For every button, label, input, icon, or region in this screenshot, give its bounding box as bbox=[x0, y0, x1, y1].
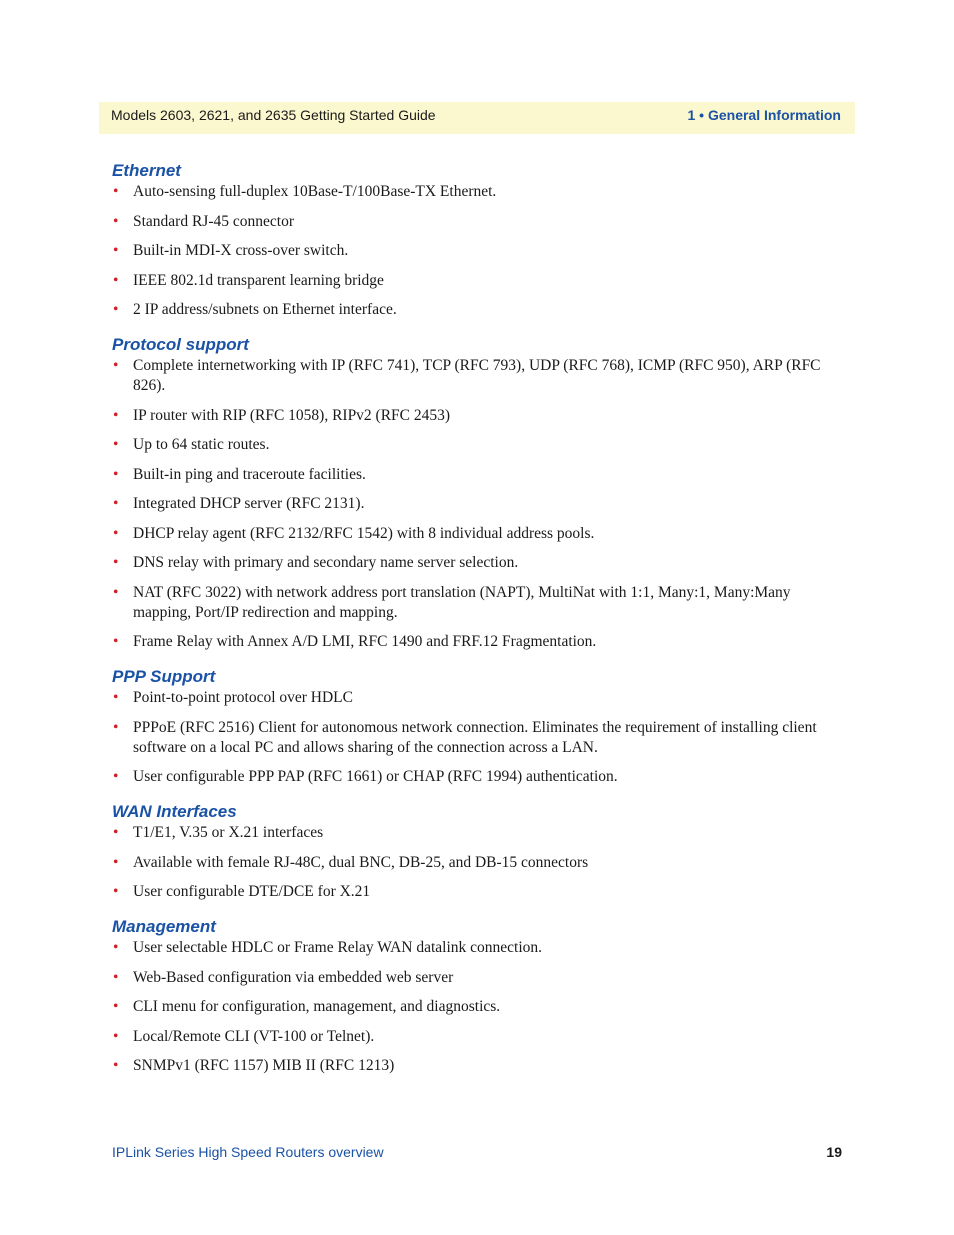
header-chapter: 1 • General Information bbox=[687, 107, 841, 123]
list-item: • 2 IP address/subnets on Ethernet interface. bbox=[112, 300, 842, 320]
list-item: • User configurable DTE/DCE for X.21 bbox=[112, 882, 842, 902]
list-item: • Frame Relay with Annex A/D LMI, RFC 1490 and FRF.12 Fragmentation. bbox=[112, 632, 842, 652]
list-item: • PPPoE (RFC 2516) Client for autonomous network connection. Eliminates the requirement of installing client software on a local PC and allows sharing of the connection across a LAN. bbox=[112, 718, 842, 758]
page-number: 19 bbox=[826, 1144, 842, 1160]
list-item: • Built-in ping and traceroute facilities. bbox=[112, 465, 842, 485]
list-item: • Web-Based configuration via embedded web server bbox=[112, 968, 842, 988]
list-item: • Auto-sensing full-duplex 10Base-T/100Base-TX Ethernet. bbox=[112, 182, 842, 202]
list-item: • User selectable HDLC or Frame Relay WAN datalink connection. bbox=[112, 938, 842, 958]
list-item: • CLI menu for configuration, management, and diagnostics. bbox=[112, 997, 842, 1017]
list-item: • Point-to-point protocol over HDLC bbox=[112, 688, 842, 708]
list-item: • T1/E1, V.35 or X.21 interfaces bbox=[112, 823, 842, 843]
list-item: • NAT (RFC 3022) with network address port translation (NAPT), MultiNat with 1:1, Many:1, Many:Many mapping, Port/IP redirection and mapping. bbox=[112, 583, 842, 623]
list-item: • Complete internetworking with IP (RFC 741), TCP (RFC 793), UDP (RFC 768), ICMP (RFC 950), ARP (RFC 826). bbox=[112, 356, 842, 396]
list-item: • Built-in MDI-X cross-over switch. bbox=[112, 241, 842, 261]
section-title: Protocol support bbox=[112, 335, 249, 354]
list-item: • Integrated DHCP server (RFC 2131). bbox=[112, 494, 842, 514]
page-footer bbox=[112, 1144, 842, 1160]
list-item: • IEEE 802.1d transparent learning bridge bbox=[112, 271, 842, 291]
section-protocol-support bbox=[112, 334, 842, 652]
section-wan-interfaces bbox=[112, 801, 842, 902]
header-guide-title: Models 2603, 2621, and 2635 Getting Started Guide bbox=[111, 107, 436, 123]
list-item: • Local/Remote CLI (VT-100 or Telnet). bbox=[112, 1027, 842, 1047]
list-item: • SNMPv1 (RFC 1157) MIB II (RFC 1213) bbox=[112, 1056, 842, 1076]
section-ethernet bbox=[112, 160, 842, 320]
bullet-list bbox=[112, 356, 842, 652]
list-item: • IP router with RIP (RFC 1058), RIPv2 (RFC 2453) bbox=[112, 406, 842, 426]
section-title: PPP Support bbox=[112, 667, 216, 686]
section-title: WAN Interfaces bbox=[112, 802, 237, 821]
section-management bbox=[112, 916, 842, 1076]
section-title: Management bbox=[112, 917, 216, 936]
bullet-list bbox=[112, 182, 842, 320]
page-header bbox=[99, 102, 855, 134]
section-ppp-support bbox=[112, 666, 842, 787]
bullet-list bbox=[112, 823, 842, 902]
bullet-list bbox=[112, 688, 842, 787]
page-content bbox=[112, 160, 842, 1090]
list-item: • Available with female RJ-48C, dual BNC, DB-25, and DB-15 connectors bbox=[112, 853, 842, 873]
bullet-list bbox=[112, 938, 842, 1076]
list-item: • Up to 64 static routes. bbox=[112, 435, 842, 455]
section-title: Ethernet bbox=[112, 161, 181, 180]
list-item: • DHCP relay agent (RFC 2132/RFC 1542) with 8 individual address pools. bbox=[112, 524, 842, 544]
footer-title: IPLink Series High Speed Routers overview bbox=[112, 1144, 384, 1160]
list-item: • User configurable PPP PAP (RFC 1661) or CHAP (RFC 1994) authentication. bbox=[112, 767, 842, 787]
list-item: • Standard RJ-45 connector bbox=[112, 212, 842, 232]
list-item: • DNS relay with primary and secondary name server selection. bbox=[112, 553, 842, 573]
